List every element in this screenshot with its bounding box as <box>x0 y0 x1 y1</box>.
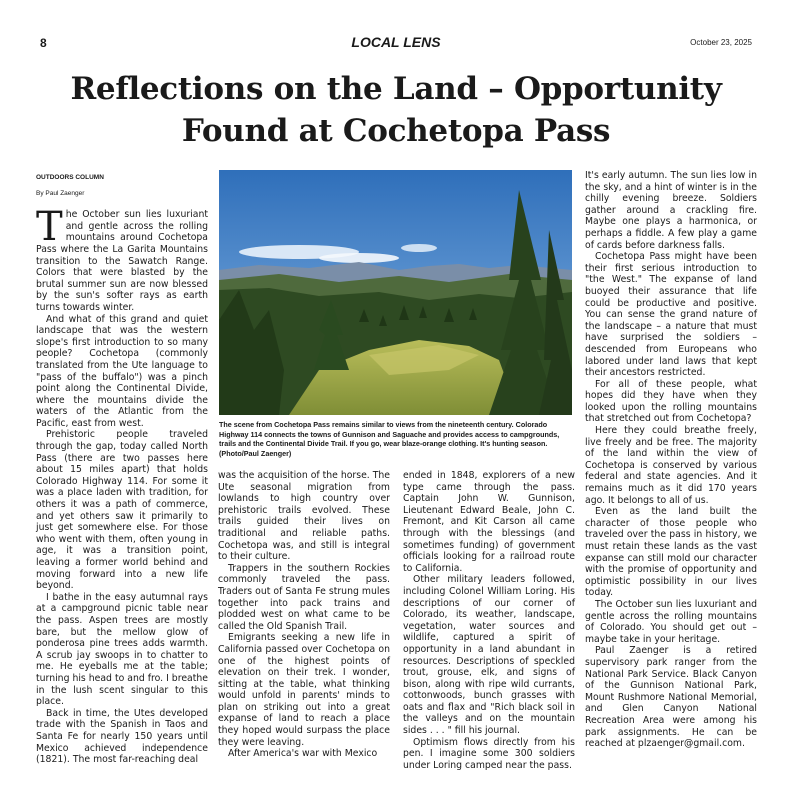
article-paragraph: Back in time, the Utes developed trade with the Spanish in Taos and Santa Fe for nearly 150 years until Mexico achieved independence (1821). The most far-reaching deal <box>36 707 208 766</box>
section-name: LOCAL LENS <box>351 34 441 50</box>
page-number: 8 <box>40 36 47 50</box>
issue-date: October 23, 2025 <box>690 38 752 47</box>
article-paragraph: was the acquisition of the horse. The Ute seasonal migration from lowlands to high country over prehistoric trails evolved. These trails guided their lives on traditional and reliable paths. Cochetopa was, and still is integral to their culture. <box>218 470 390 563</box>
drop-cap: T <box>36 204 63 251</box>
article-paragraph: For all of these people, what hopes did they have when they looked upon the rolling mountains that stretched out from Cochetopa? <box>585 378 757 425</box>
article-paragraph: It's early autumn. The sun lies low in the sky, and a hint of winter is in the chilly evening breeze. Soldiers gather around a crackling fire. Maybe one plays a harmonica, or perhaps a fiddle. A few play a game of cards before darkness falls. <box>585 170 757 251</box>
article-paragraph: The October sun lies luxuriant and gentle across the rolling mountains of Colorado. You should get out – maybe take in your heritage. <box>585 598 757 645</box>
article-paragraph: Optimism flows directly from his pen. I imagine some 300 soldiers under Loring camped near the pass. <box>403 736 575 771</box>
article-column-3 <box>403 470 575 771</box>
article-paragraph: After America's war with Mexico <box>228 748 378 760</box>
article-paragraph: Other military leaders followed, including Colonel William Loring. His descriptions of our corner of Colorado, its weather, landscape, vegetation, water sources and wildlife, captured a spirit of opportunity in a land abundant in resources. Descriptions of speckled trout, grouse, elk, and signs of bison, along with ripe wild currants, cottonwoods, bunch grasses with oats and flax and "Rich black soil in the valleys and on the mountain sides . . . " fill his journal. <box>403 574 575 737</box>
article-column-1 <box>36 172 208 766</box>
article-paragraph: Trappers in the southern Rockies commonly traveled the pass. Traders out of Santa Fe strung mules together into pack trains and plodded west on what came to be called the Old Spanish Trail. <box>218 562 390 632</box>
page-header <box>40 36 752 52</box>
article-column-4 <box>585 170 757 750</box>
article-paragraph: I bathe in the easy autumnal rays at a campground picnic table near the pass. Aspen trees are mostly bare, but the mellow glow of ponderosa pine trees adds warmth. A scrub jay swoops in to chatter to me. He eyeballs me at the table; turning his head to and fro. I breathe in the lush scent singular to this place. <box>36 591 208 708</box>
cochetopa-landscape-photo <box>219 170 572 415</box>
headline: Reflections on the Land – Opportunity Found at Cochetopa Pass <box>70 71 722 149</box>
paragraph-text: he October sun lies luxuriant and gentle across the rolling mountains around Cochetopa Pass where the La Garita Mountains transition to the Sawatch Range. Colors that were blasted by the brutal summer sun are now blessed by the sun's softer rays as earth turns towards winter. <box>36 209 208 313</box>
article-column-2 <box>218 470 390 760</box>
article-paragraph: And what of this grand and quiet landscape that was the western slope's first introduction to so many people? Cochetopa (commonly translated from the Ute language to "pass of the buffalo") was a pinch point along the Continental Divide, where the mountains divide the waters of the Atlantic from the Pacific, east from west. <box>36 313 208 429</box>
article-paragraph: Cochetopa Pass might have been their first serious introduction to "the West." The expanse of land buoyed their assurance that life could be productive and positive. You can sense the grand nature of the landscape – a nature that must have surprised the soldiers – descended from Europeans who labored under land laws that kept their ancestors restricted. <box>585 251 757 379</box>
byline: By Paul Zaenger <box>36 189 85 197</box>
article-paragraph: Here they could breathe freely, live freely and be free. The majority of the land within the view of Cochetopa is conserved by various federal and state agencies. And it remains much as it did 170 years ago. It belongs to all of us. <box>585 425 757 506</box>
photo-caption: The scene from Cochetopa Pass remains similar to views from the nineteenth century. Colorado Highway 114 connects the towns of Gunnison and Saguache and provides access to campgrounds, trails and the Continental Divide Trail. If you go, wear blaze-orange clothing. It's hunting season. (Photo/Paul Zaenger) <box>219 420 560 458</box>
article-paragraph: ended in 1848, explorers of a new type came through the pass. Captain John W. Gunnison, Lieutenant Edward Beale, John C. Fremont, and Kit Carson all came through with the blessings (and sometimes funding) of government officials looking for a railroad route to California. <box>403 470 575 574</box>
article-paragraph <box>36 204 208 313</box>
article-paragraph: Paul Zaenger is a retired supervisory park ranger from the National Park Service. Black Canyon of the Gunnison National Park, Mount Rushmore National Memorial, and Glen Canyon National Recreation Area were among his park assignments. He can be reached at plzaenger@gmail.com. <box>585 645 757 750</box>
article-photo <box>219 170 572 415</box>
article-paragraph: Emigrants seeking a new life in California passed over Cochetopa on one of the highest points of elevation on their trek. I wonder, sitting at the table, what thinking would unfold in parents' minds to plan on striking out into a great expanse of land to reach a place they hoped would surpass the place they were leaving. <box>218 632 390 748</box>
article-paragraph: Even as the land built the character of those people who traveled over the pass in history, we must retain these lands as the vast expanse can still mold our character with the promise of opportunity and optimistic possibility in our lives today. <box>585 506 757 599</box>
column-label: OUTDOORS COLUMN <box>36 174 104 181</box>
article-paragraph: Prehistoric people traveled through the gap, today called North Pass (there are two passes here about 15 miles apart) that holds Colorado Highway 114. For some it was a place laden with tradition, for others it was a path of commerce, and yet others saw it primarily to just get somewhere else. For those who went with them, often young in age, it was a transition point, leaving a former world behind and moving forward into a new life beyond. <box>36 429 208 592</box>
